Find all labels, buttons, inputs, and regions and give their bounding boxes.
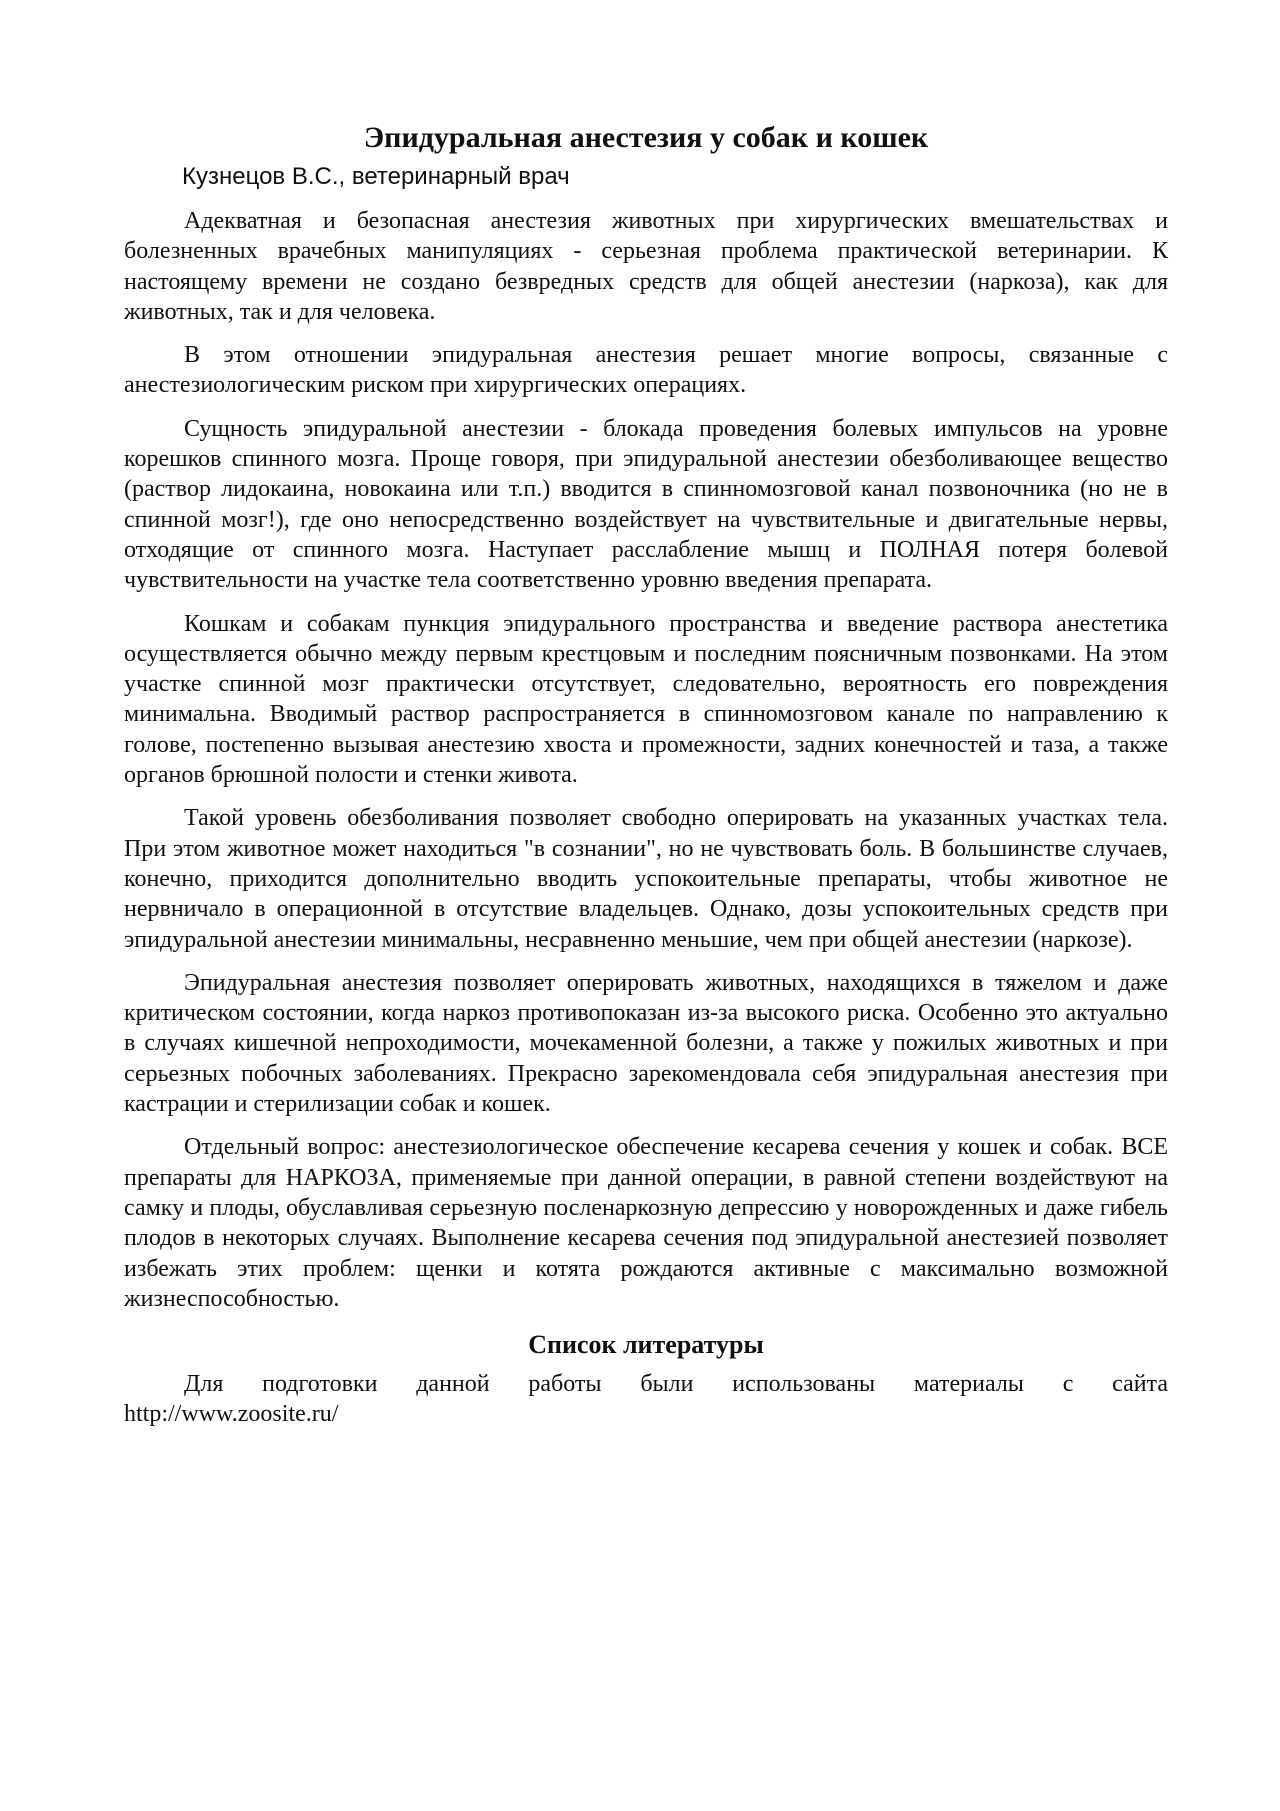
paragraph: Сущность эпидуральной анестезии - блокада проведения болевых импульсов на уровне корешков спинного мозга. Проще говоря, при эпидуральной анестезии обезболивающее вещество (раствор лидокаина, новокаина или т.п.) вводится в спинномозговой канал позвоночника (но не в спинной мозг!), где оно непосредственно воздействует на чувствительные и двигательные нервы, отходящие от спинного мозга. Наступает расслабление мышц и ПОЛНАЯ потеря болевой чувствительности на участке тела соответственно уровню введения препарата.: [124, 415, 1168, 594]
references-text: Для подготовки данной работы были использованы материалы с сайта: [184, 1371, 1168, 1398]
paragraph: Адекватная и безопасная анестезия животных при хирургических вмешательствах и болезненных врачебных манипуляциях - серьезная проблема практической ветеринарии. К настоящему времени не создано безвредных средств для общей анестезии (наркоза), как для животных, так и для человека.: [124, 208, 1168, 325]
document-title: Эпидуральная анестезия у собак и кошек: [363, 121, 929, 154]
paragraph: Кошкам и собакам пункция эпидурального пространства и введение раствора анестетика осуществляется обычно между первым крестцовым и последним поясничным позвонками. На этом участке спинной мозг практически отсутствует, следовательно, вероятность его повреждения минимальна. Вводимый раствор распространяется в спинномозговом канале по направлению к голове, постепенно вызывая анестезию хвоста и промежности, задних конечностей и таза, а также органов брюшной полости и стенки живота.: [124, 610, 1168, 789]
paragraph: В этом отношении эпидуральная анестезия решает многие вопросы, связанные с анестезиологическим риском при хирургических операциях.: [124, 342, 1168, 399]
author-line: Кузнецов В.С., ветеринарный врач: [182, 163, 570, 190]
document-body: [124, 118, 1168, 1430]
references-url: http://www.zoosite.ru/: [124, 1401, 339, 1428]
references-heading: Список литературы: [528, 1330, 764, 1360]
paragraph: Такой уровень обезболивания позволяет свободно оперировать на указанных участках тела. При этом животное может находиться "в сознании", но не чувствовать боль. В большинстве случаев, конечно, приходится дополнительно вводить успокоительные препараты, чтобы животное не нервничало в операционной в отсутствие владельцев. Однако, дозы успокоительных средств при эпидуральной анестезии минимальны, несравненно меньшие, чем при общей анестезии (наркозе).: [124, 805, 1168, 953]
paragraph: Эпидуральная анестезия позволяет оперировать животных, находящихся в тяжелом и даже критическом состоянии, когда наркоз противопоказан из-за высокого риска. Особенно это актуально в случаях кишечной непроходимости, мочекаменной болезни, а также у пожилых животных и при серьезных побочных заболеваниях. Прекрасно зарекомендовала себя эпидуральная анестезия при кастрации и стерилизации собак и кошек.: [124, 969, 1168, 1118]
paragraph: Отдельный вопрос: анестезиологическое обеспечение кесарева сечения у кошек и собак. ВСЕ препараты для НАРКОЗА, применяемые при данной операции, в равной степени воздействуют на самку и плоды, обуславливая серьезную посленаркозную депрессию у новорожденных и даже гибель плодов в некоторых случаях. Выполнение кесарева сечения под эпидуральной анестезией позволяет избежать этих проблем: щенки и котята рождаются активные с максимально возможной жизнеспособностью.: [124, 1134, 1168, 1312]
